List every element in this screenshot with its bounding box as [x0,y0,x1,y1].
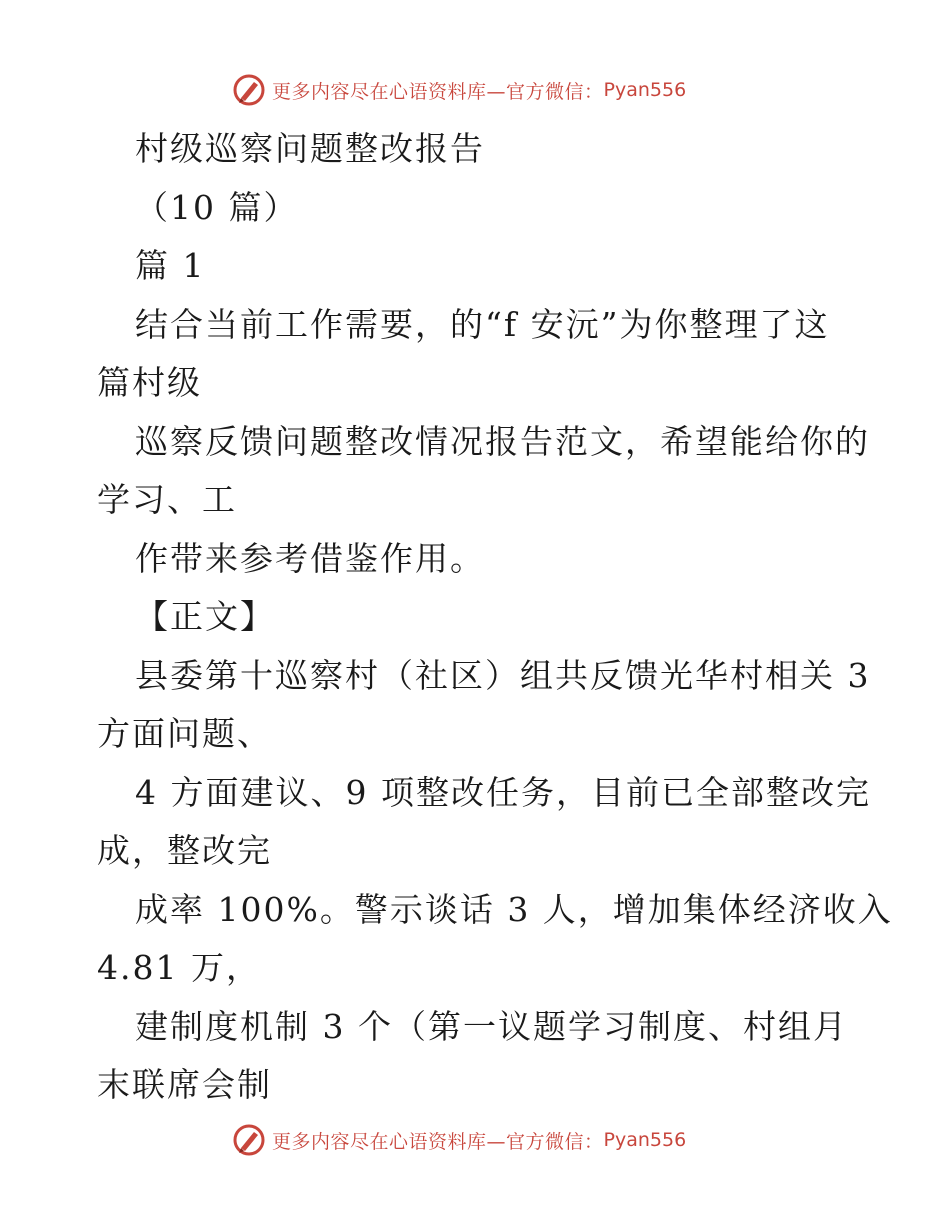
paragraph-line: 4.81 万， [97,948,261,987]
paragraph-line: 4 方面建议、9 项整改任务，目前已全部整改完 [135,772,871,812]
header-banner [232,70,686,110]
document-body [97,120,893,1115]
banner-wechat-handle: Pyan556 [603,1129,687,1151]
paragraph-line: 作带来参考借鉴作用。 [135,538,485,578]
paragraph-line: 末联席会制 [97,1065,272,1104]
banner-text: 更多内容尽在心语资料库—官方微信： [272,80,604,103]
paragraph-line: 巡察反馈问题整改情况报告范文，希望能给你的 [135,421,870,461]
banner-text: 更多内容尽在心语资料库—官方微信： [272,1130,604,1153]
section-heading: 篇 1 [135,246,206,285]
body-heading: 【正文】 [135,597,275,636]
banner-wechat-handle: Pyan556 [603,79,687,101]
paragraph-line: 篇村级 [97,363,202,402]
paragraph-line: 建制度机制 3 个（第一议题学习制度、村组月 [135,1006,848,1046]
footer-banner [232,1120,686,1160]
paragraph-line: 成，整改完 [97,831,272,870]
pen-circle-logo-icon [232,1123,266,1157]
paragraph-line: 学习、工 [97,480,237,519]
document-count: （10 篇） [135,187,299,227]
document-title: 村级巡察问题整改报告 [135,129,485,168]
paragraph-line: 结合当前工作需要，的“f 安沅”为你整理了这 [135,304,830,344]
paragraph-line: 方面问题、 [97,714,272,753]
paragraph-line: 县委第十巡察村（社区）组共反馈光华村相关 3 [135,655,871,695]
paragraph-line: 成率 100%。警示谈话 3 人，增加集体经济收入 [135,889,893,929]
pen-circle-logo-icon [232,73,266,107]
